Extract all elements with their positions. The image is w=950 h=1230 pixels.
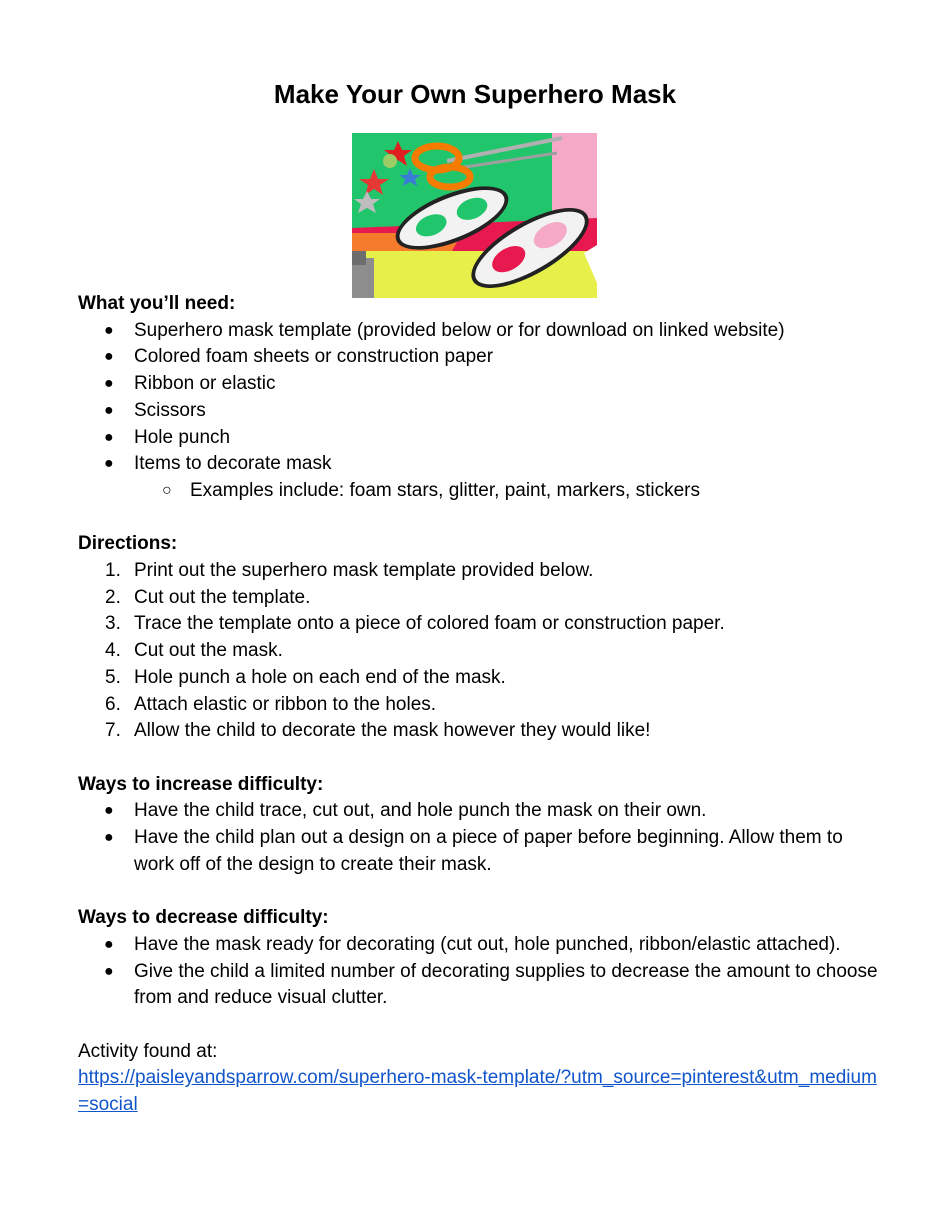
spacer [78, 745, 878, 772]
step-item: 3. Trace the template onto a piece of colored foam or construction paper. [78, 611, 878, 638]
list-item: ● Hole punch [78, 425, 878, 452]
bullet-icon: ● [104, 375, 114, 393]
step-number: 6. [105, 693, 121, 715]
spacer [78, 1012, 878, 1039]
sub-list-item: ○ Examples include: foam stars, glitter, paint, markers, stickers [78, 478, 878, 505]
decrease-heading: Ways to decrease difficulty: [78, 907, 329, 929]
needs-list [78, 318, 878, 505]
step-number: 4. [105, 640, 121, 662]
spacer [78, 878, 878, 905]
list-item: ● Items to decorate mask [78, 451, 878, 478]
bullet-icon: ● [104, 455, 114, 473]
craft-photo [352, 133, 597, 298]
list-item: ● Have the child plan out a design on a piece of paper before beginning. Allow them to work off of the design to create their mask. [104, 827, 843, 875]
step-number: 7. [105, 720, 121, 742]
list-item: ● Ribbon or elastic [78, 371, 878, 398]
list-item: ● Scissors [78, 398, 878, 425]
step-item: 4. Cut out the mask. [78, 638, 878, 665]
step-item: 7. Allow the child to decorate the mask however they would like! [78, 718, 878, 745]
step-item: 2. Cut out the template. [78, 585, 878, 612]
bullet-icon: ● [104, 962, 114, 980]
needs-heading: What you’ll need: [78, 293, 236, 314]
list-item: ● Superhero mask template (provided below or for download on linked website) [78, 318, 878, 345]
list-item: ● Colored foam sheets or construction paper [78, 344, 878, 371]
list-item: ● Have the child trace, cut out, and hole punch the mask on their own. [78, 798, 878, 825]
document-body [78, 291, 878, 1119]
step-number: 1. [105, 560, 121, 582]
decrease-list [78, 932, 878, 1012]
step-item: 1. Print out the superhero mask template provided below. [78, 558, 878, 585]
bullet-icon: ● [104, 428, 114, 446]
bullet-icon: ● [104, 935, 114, 953]
step-item: 5. Hole punch a hole on each end of the mask. [78, 665, 878, 692]
page-title: Make Your Own Superhero Mask [273, 79, 677, 109]
bullet-icon: ● [104, 321, 114, 339]
hollow-bullet-icon: ○ [162, 481, 172, 499]
source-link[interactable]: https://paisleyandsparrow.com/superhero-mask-template/?utm_source=pinterest&utm_medium=social [78, 1067, 877, 1116]
list-item: ● Give the child a limited number of decorating supplies to decrease the amount to choose from and reduce visual clutter. [104, 960, 878, 1009]
bullet-icon: ● [104, 802, 114, 820]
step-number: 5. [105, 666, 121, 688]
step-item: 6. Attach elastic or ribbon to the holes. [78, 692, 878, 719]
bullet-icon: ● [104, 348, 114, 366]
increase-list [78, 798, 878, 878]
directions-heading: Directions: [78, 533, 178, 555]
spacer [78, 505, 878, 532]
source-label: Activity found at: [78, 1040, 218, 1062]
step-number: 2. [105, 586, 121, 608]
directions-list [78, 558, 878, 745]
step-number: 3. [105, 613, 121, 635]
increase-heading: Ways to increase difficulty: [78, 773, 324, 795]
bullet-icon: ● [104, 829, 114, 847]
bullet-icon: ● [104, 401, 114, 419]
list-item: ● Have the mask ready for decorating (cut out, hole punched, ribbon/elastic attached). [78, 932, 878, 959]
